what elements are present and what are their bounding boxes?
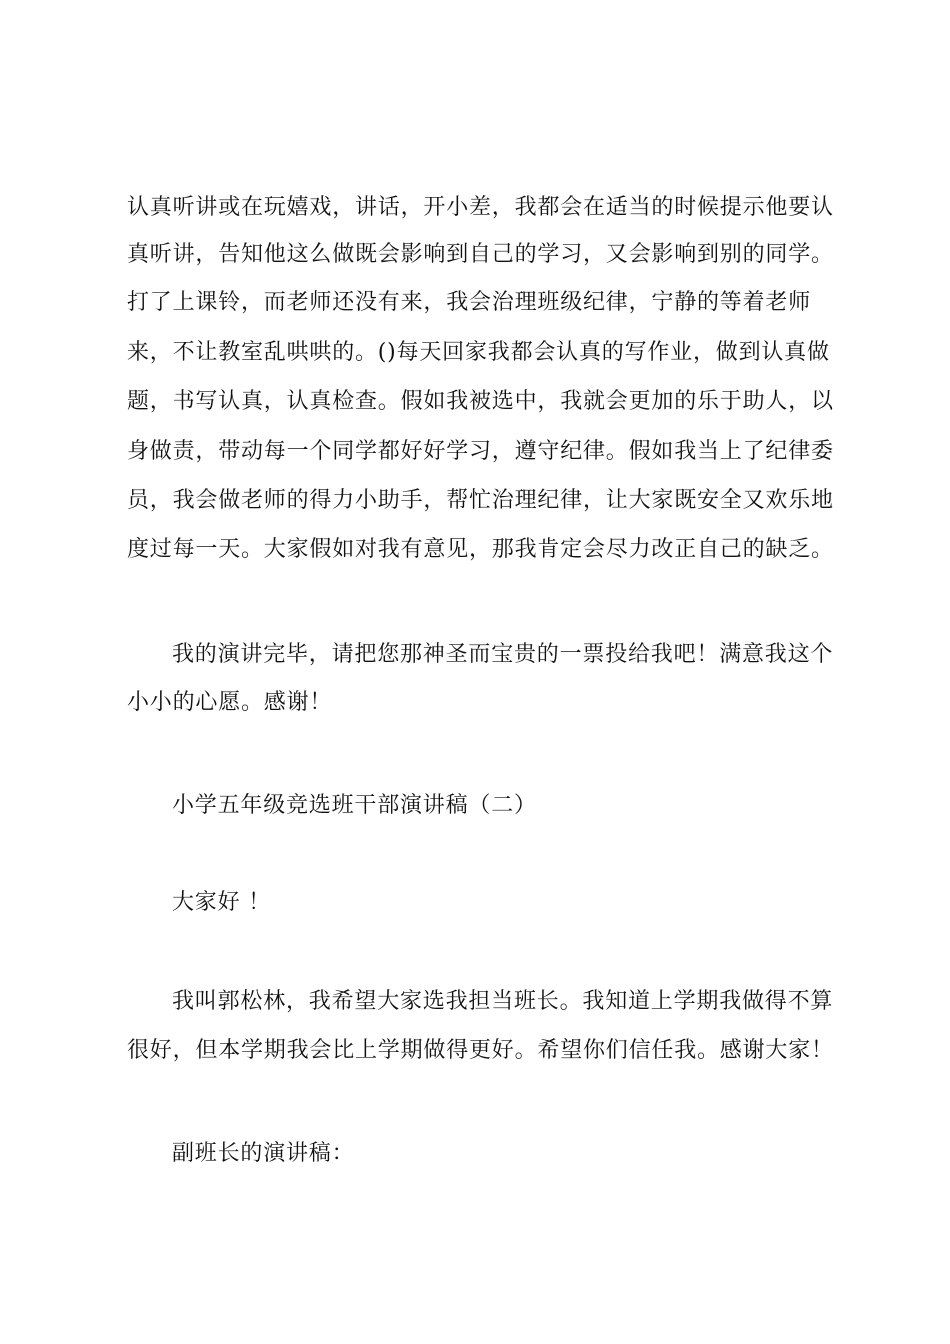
text-line: 很好，但本学期我会比上学期做得更好。希望你们信任我。感谢大家！ bbox=[127, 1038, 834, 1063]
text-line: 认真听讲或在玩嬉戏，讲话，开小差，我都会在适当的时候提示他要认 bbox=[127, 195, 834, 220]
section-label: 副班长的演讲稿： bbox=[172, 1141, 355, 1166]
text-line: 来，不让教室乱哄哄的。()每天回家我都会认真的写作业，做到认真做 bbox=[127, 340, 830, 365]
text-line: 我叫郭松林，我希望大家选我担当班长。我知道上学期我做得不算 bbox=[172, 989, 834, 1014]
text-line: 真听讲，告知他这么做既会影响到自己的学习，又会影响到别的同学。 bbox=[127, 242, 834, 267]
text-line: 身做责，带动每一个同学都好好学习，遵守纪律。假如我当上了纪律委 bbox=[127, 439, 834, 464]
text-line: 题，书写认真，认真检查。假如我被选中，我就会更加的乐于助人，以 bbox=[127, 389, 834, 414]
text-line: 度过每一天。大家假如对我有意见，那我肯定会尽力改正自己的缺乏。 bbox=[127, 537, 834, 562]
section-heading: 小学五年级竞选班干部演讲稿（二） bbox=[172, 793, 537, 818]
greeting: 大家好 ！ bbox=[172, 890, 271, 915]
text-line: 小小的心愿。感谢！ bbox=[127, 690, 333, 715]
text-line: 我的演讲完毕，请把您那神圣而宝贵的一票投给我吧！满意我这个 bbox=[172, 642, 834, 667]
text-line: 员，我会做老师的得力小助手，帮忙治理纪律，让大家既安全又欢乐地 bbox=[127, 488, 834, 513]
text-line: 打了上课铃，而老师还没有来，我会治理班级纪律，宁静的等着老师 bbox=[127, 290, 812, 315]
